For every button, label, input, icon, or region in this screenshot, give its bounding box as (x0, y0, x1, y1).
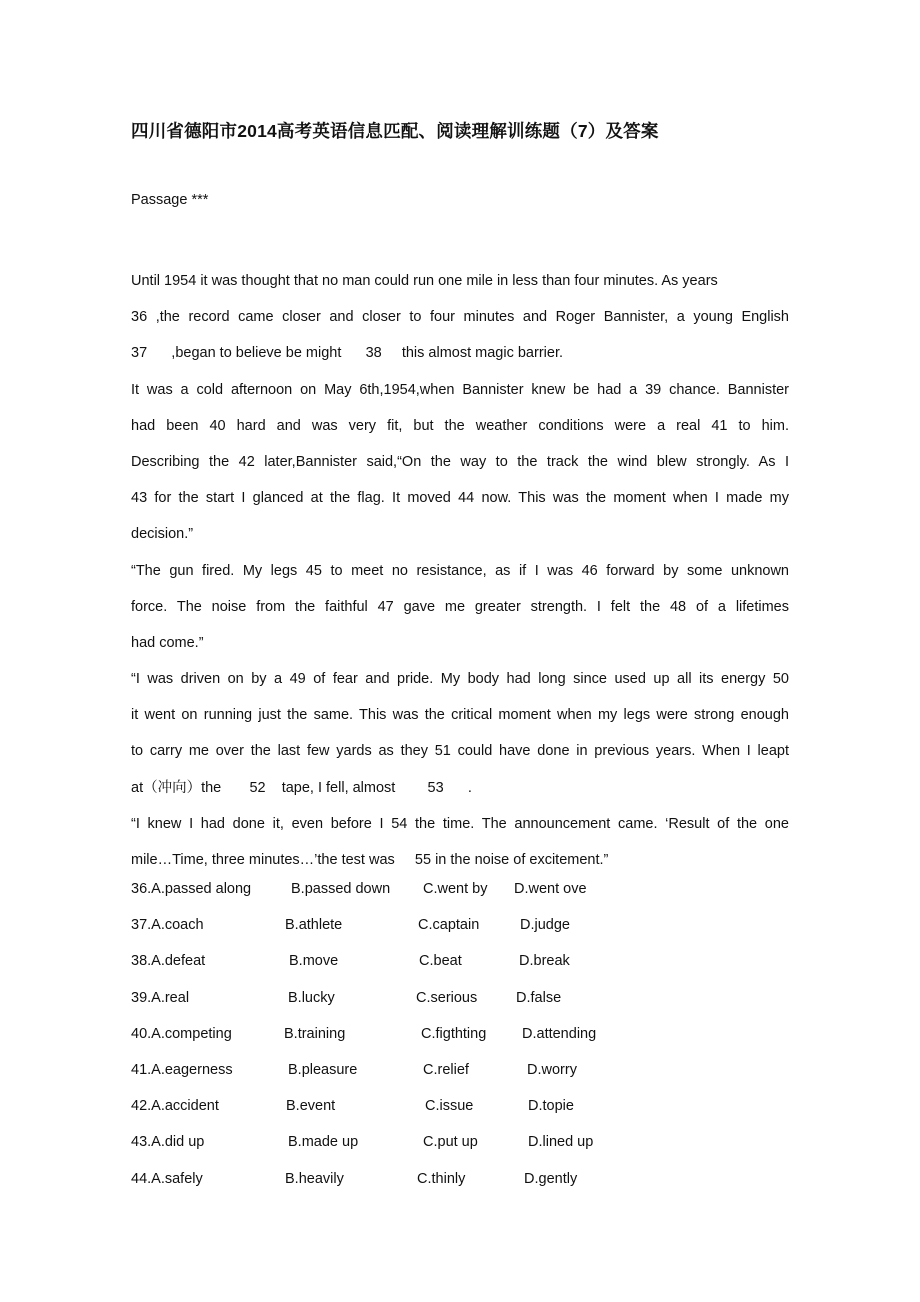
passage-line: to carry me over the last few yards as they 51 could have done in previous years. When I leapt (131, 743, 789, 760)
passage-heading: Passage *** (131, 192, 209, 208)
passage-line: force. The noise from the faithful 47 gave me greater strength. I felt the 48 of a lifetimes (131, 598, 789, 615)
option-c: C.put up (423, 1134, 478, 1151)
passage-line: “I was driven on by a 49 of fear and pride. My body had long since used up all its energy 50 (131, 671, 789, 688)
option-c: C.captain (418, 917, 480, 934)
passage-line: it went on running just the same. This was the critical moment when my legs were strong enough (131, 707, 789, 724)
question-options-row (131, 1023, 789, 1059)
option-c: C.relief (423, 1061, 469, 1078)
option-a: 37.A.coach (131, 917, 204, 934)
option-c: C.thinly (417, 1170, 466, 1187)
option-a: 38.A.defeat (131, 953, 206, 970)
option-c: C.beat (419, 953, 462, 970)
question-options-row (131, 950, 789, 986)
passage-line: at（冲向）the 52 tape, I fell, almost 53 . (131, 779, 472, 796)
option-d: D.attending (522, 1025, 597, 1042)
question-options-row (131, 1168, 789, 1204)
question-options-row (131, 914, 789, 950)
option-d: D.topie (528, 1098, 574, 1115)
option-c: C.serious (416, 989, 478, 1006)
option-b: B.heavily (285, 1170, 344, 1187)
question-options-row (131, 1059, 789, 1095)
passage-line: mile…Time, three minutes…’the test was 55 in the noise of excitement.” (131, 852, 609, 868)
option-b: B.event (286, 1098, 336, 1115)
option-d: D.judge (520, 917, 570, 934)
question-options-row (131, 878, 789, 914)
option-a: 36.A.passed along (131, 881, 252, 897)
passage-line: It was a cold afternoon on May 6th,1954,when Bannister knew be had a 39 chance. Bannister (131, 381, 789, 398)
option-a: 41.A.eagerness (131, 1061, 233, 1078)
passage-line: “The gun fired. My legs 45 to meet no resistance, as if I was 46 forward by some unknown (131, 562, 789, 579)
passage-line: 36 ,the record came closer and closer to four minutes and Roger Bannister, a young English (131, 309, 789, 326)
option-a: 44.A.safely (131, 1170, 203, 1187)
option-c: C.went by (423, 881, 488, 897)
passage-line: had been 40 hard and was very fit, but the weather conditions were a real 41 to him. (131, 417, 789, 434)
option-a: 43.A.did up (131, 1134, 205, 1151)
option-c: C.figthting (421, 1025, 487, 1042)
option-d: D.lined up (528, 1134, 594, 1151)
option-b: B.made up (288, 1134, 359, 1151)
option-b: B.move (289, 953, 339, 970)
options-list (131, 878, 789, 1204)
passage-body (131, 263, 789, 878)
question-options-row (131, 1095, 789, 1131)
option-c: C.issue (425, 1098, 474, 1115)
question-options-row (131, 987, 789, 1023)
option-d: D.worry (527, 1061, 577, 1078)
passage-line: Describing the 42 later,Bannister said,“On the way to the track the wind blew strongly. As I (131, 453, 789, 470)
passage-line: 43 for the start I glanced at the flag. It moved 44 now. This was the moment when I made my (131, 490, 789, 507)
option-b: B.pleasure (288, 1061, 358, 1078)
document-title: 四川省德阳市2014高考英语信息匹配、阅读理解训练题（7）及答案 (131, 121, 659, 141)
option-d: D.false (516, 989, 562, 1006)
passage-line: 37 ,began to believe be might 38 this almost magic barrier. (131, 345, 563, 362)
option-b: B.passed down (291, 881, 391, 897)
option-a: 42.A.accident (131, 1098, 219, 1115)
option-d: D.went ove (514, 881, 587, 897)
passage-line: Until 1954 it was thought that no man could run one mile in less than four minutes. As years (131, 273, 718, 289)
passage-line: decision.” (131, 526, 194, 543)
passage-line: “I knew I had done it, even before I 54 the time. The announcement came. ‘Result of the one (131, 815, 789, 832)
passage-line: had come.” (131, 634, 204, 651)
option-a: 39.A.real (131, 989, 190, 1006)
option-a: 40.A.competing (131, 1025, 232, 1042)
option-b: B.athlete (285, 917, 343, 934)
question-options-row (131, 1131, 789, 1167)
option-b: B.training (284, 1025, 346, 1042)
option-d: D.break (519, 953, 570, 970)
option-b: B.lucky (288, 989, 335, 1006)
option-d: D.gently (524, 1170, 578, 1187)
